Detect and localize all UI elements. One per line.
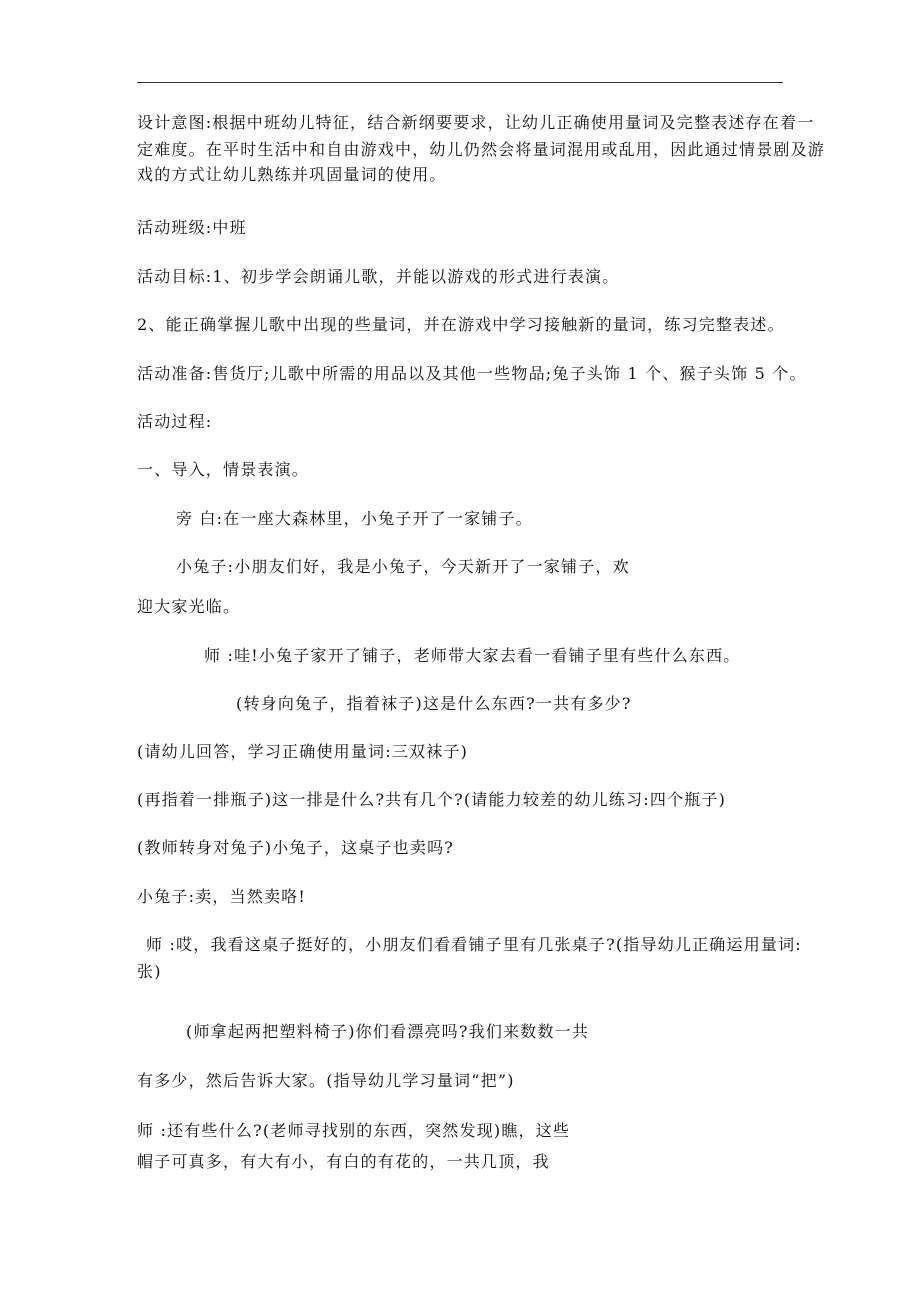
paragraph-line: 戏的方式让幼儿熟练并巩固量词的使用。 xyxy=(137,165,447,184)
paragraph-line: 师 :哇!小兔子家开了铺子，老师带大家去看一看铺子里有些什么东西。 xyxy=(204,646,741,665)
paragraph-line: 旁 白:在一座大森林里，小兔子开了一家铺子。 xyxy=(176,509,533,528)
paragraph-line: 活动准备:售货厅;儿歌中所需的用品以及其他一些物品;兔子头饰 1 个、猴子头饰 5 个。 xyxy=(137,364,807,383)
paragraph-line: 活动班级:中班 xyxy=(137,218,247,237)
paragraph-line: 师 :哎，我看这桌子挺好的，小朋友们看看铺子里有几张桌子?(指导幼儿正确运用量词: xyxy=(146,935,802,954)
paragraph-line: 张) xyxy=(137,962,162,981)
paragraph-line: (教师转身对兔子)小兔子，这桌子也卖吗? xyxy=(137,838,455,857)
paragraph-line: 帽子可真多，有大有小，有白的有花的，一共几顶，我 xyxy=(137,1152,550,1171)
paragraph-line: 小兔子:小朋友们好，我是小兔子，今天新开了一家铺子，欢 xyxy=(176,557,630,576)
paragraph-line: 定难度。在平时生活中和自由游戏中，幼儿仍然会将量词混用或乱用，因此通过情景剧及游 xyxy=(137,140,826,159)
paragraph-line: 2、能正确掌握儿歌中出现的些量词，并在游戏中学习接触新的量词，练习完整表述。 xyxy=(137,315,785,334)
header-rule xyxy=(137,82,783,83)
paragraph-line: (请幼儿回答，学习正确使用量词:三双袜子) xyxy=(137,742,469,761)
paragraph-line: (转身向兔子，指着袜子)这是什么东西?一共有多少? xyxy=(236,694,632,713)
paragraph-line: 师 :还有些什么?(老师寻找别的东西，突然发现)瞧，这些 xyxy=(137,1121,571,1140)
paragraph-line: (再指着一排瓶子)这一排是什么?共有几个?(请能力较差的幼儿练习:四个瓶子) xyxy=(137,790,727,809)
paragraph-line: 迎大家光临。 xyxy=(137,597,241,616)
paragraph-line: 活动目标:1、初步学会朗诵儿歌，并能以游戏的形式进行表演。 xyxy=(137,267,620,286)
paragraph-line: (师拿起两把塑料椅子)你们看漂亮吗?我们来数数一共 xyxy=(186,1022,590,1041)
paragraph-line: 一、导入，情景表演。 xyxy=(137,460,310,479)
paragraph-line: 活动过程: xyxy=(137,412,213,431)
paragraph-line: 小兔子:卖，当然卖咯! xyxy=(137,887,307,906)
paragraph-line: 有多少，然后告诉大家。(指导幼儿学习量词“把”) xyxy=(137,1071,515,1090)
paragraph-line: 设计意图:根据中班幼儿特征，结合新纲要要求，让幼儿正确使用量词及完整表述存在着一 xyxy=(137,113,815,132)
